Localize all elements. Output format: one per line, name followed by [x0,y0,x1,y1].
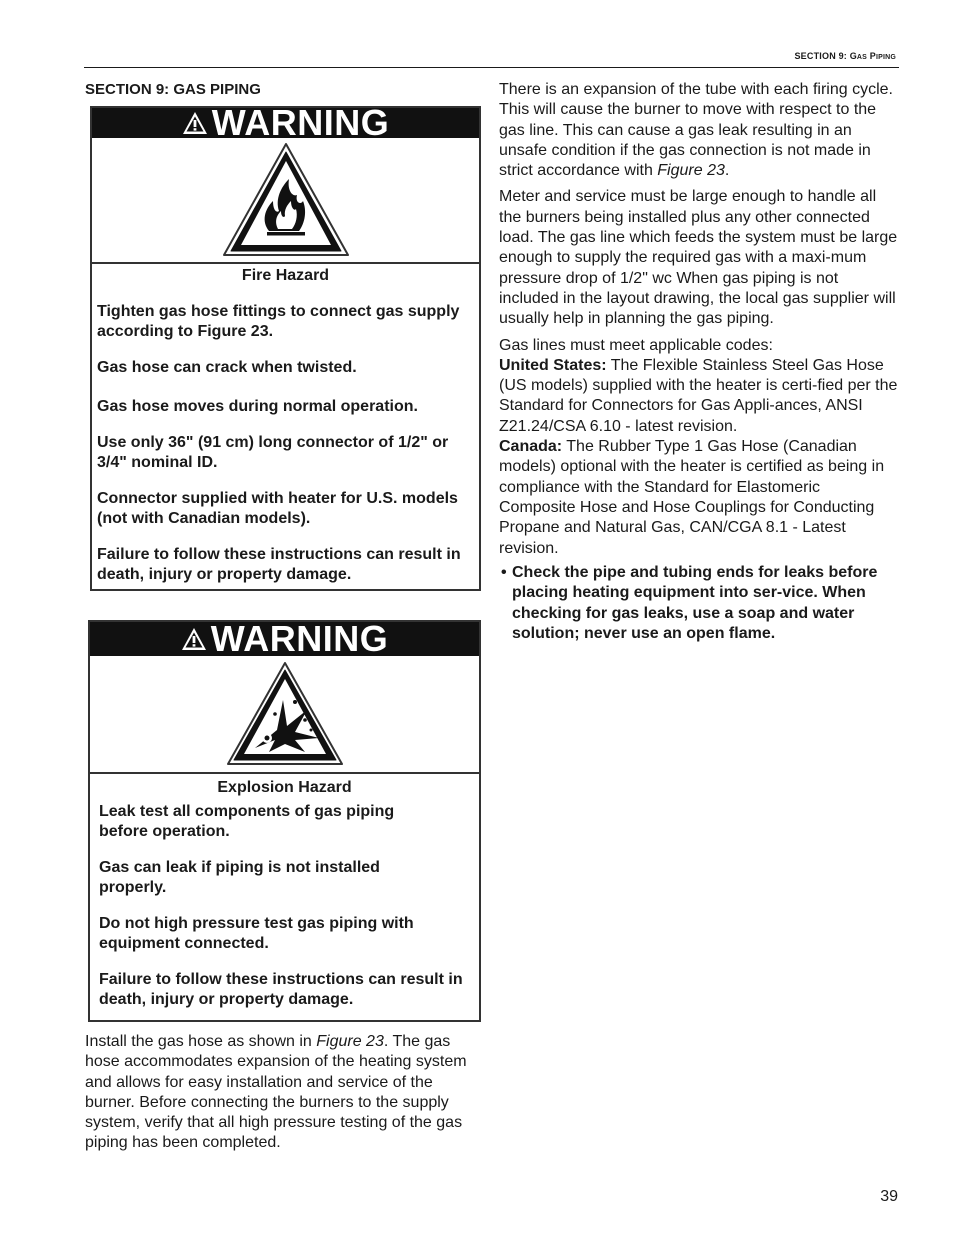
explosion-pictogram-area [90,656,479,774]
explosion-hazard-warning-box [88,620,481,1022]
leak-check-bullet: • Check the pipe and tubing ends for leaks before placing heating equipment into ser-vice. When checking for gas leaks, use a soap and water solution; never use an open flame. [501,564,878,642]
warning-triangle-icon [182,111,208,135]
expansion-paragraph: There is an expansion of the tube with each firing cycle. This will cause the burner to move with respect to the gas line. This can cause a gas leak resulting in an unsafe condition if the gas connection is not made in strict accordance with Figure 23. [499,81,893,180]
warning-line: Do not high pressure test gas piping with equipment connected. [99,915,414,952]
warning-instructions [99,802,475,1009]
warning-line: Use only 36" (91 cm) long connector of 1/2" or 3/4" nominal ID. [97,434,449,471]
warning-header [90,618,479,659]
fire-hazard-icon [221,141,351,259]
warning-header-label: WARNING [210,618,389,659]
running-head: SECTION 9: GAS PIPING [794,51,896,61]
warning-instructions [97,302,475,584]
warning-header-label: WARNING [211,102,390,143]
meter-paragraph: Meter and service must be large enough to handle all the burners being installed plus any other connected load. The gas line which feeds the system must be large enough to supply the required gas with a maxi-mum pressure drop of 1/2" wc When gas piping is not included in the layout drawing, the local gas supplier will usually help in planning the gas piping. [499,188,898,328]
hazard-name: Explosion Hazard [217,779,352,796]
warning-triangle-icon [181,627,207,651]
fire-pictogram-area [92,138,479,264]
section-title: SECTION 9: GAS PIPING [85,81,261,98]
warning-line: Gas hose can crack when twisted. [97,359,357,376]
warning-line: Leak test all components of gas piping before operation. [99,803,395,840]
fire-hazard-warning-box [90,102,481,591]
warning-line: Failure to follow these instructions can result in death, injury or property damage. [99,971,463,1008]
codes-paragraph: Gas lines must meet applicable codes: United States: The Flexible Stainless Steel Gas Hose (US models) supplied with the heater is certi-fied per the Standard for Connectors for Gas Appli-ances, ANSI Z21.24/CSA 6.10 - latest revision. Canada: The Rubber Type 1 Gas Hose (Canadian models) optional with the heater is certified as being in compliance with the Standard for Elastomeric Composite Hose and Hose Couplings for Conducting Propane and Natural Gas, CAN/CGA 8.1 - Latest revision. [499,336,898,557]
explosion-hazard-icon [225,660,345,768]
warning-line: Gas can leak if piping is not installed properly. [99,859,380,896]
us-label: United States: [499,356,607,374]
header-rule [84,67,899,68]
warning-header [92,102,479,143]
right-column [499,80,899,559]
hazard-name: Fire Hazard [241,267,330,284]
install-paragraph: Install the gas hose as shown in Figure 23. The gas hose accommodates expansion of the heating system and allows for easy installation and service of the burner. Before connecting the burners to the supply system, verify that all high pressure testing of the gas piping has been completed. [85,1033,467,1152]
canada-label: Canada: [499,438,563,456]
figure-reference: Figure 23 [657,162,725,180]
warning-line: Tighten gas hose fittings to connect gas supply according to Figure 23. [97,303,460,340]
warning-line: Connector supplied with heater for U.S. models (not with Canadian models). [97,490,458,527]
warning-line: Gas hose moves during normal operation. [97,397,418,415]
bullet-mark: • [501,564,507,581]
warning-line: Failure to follow these instructions can result in death, injury or property damage. [97,546,461,583]
figure-reference: Figure 23 [316,1033,384,1050]
page-number: 39 [880,1188,898,1205]
